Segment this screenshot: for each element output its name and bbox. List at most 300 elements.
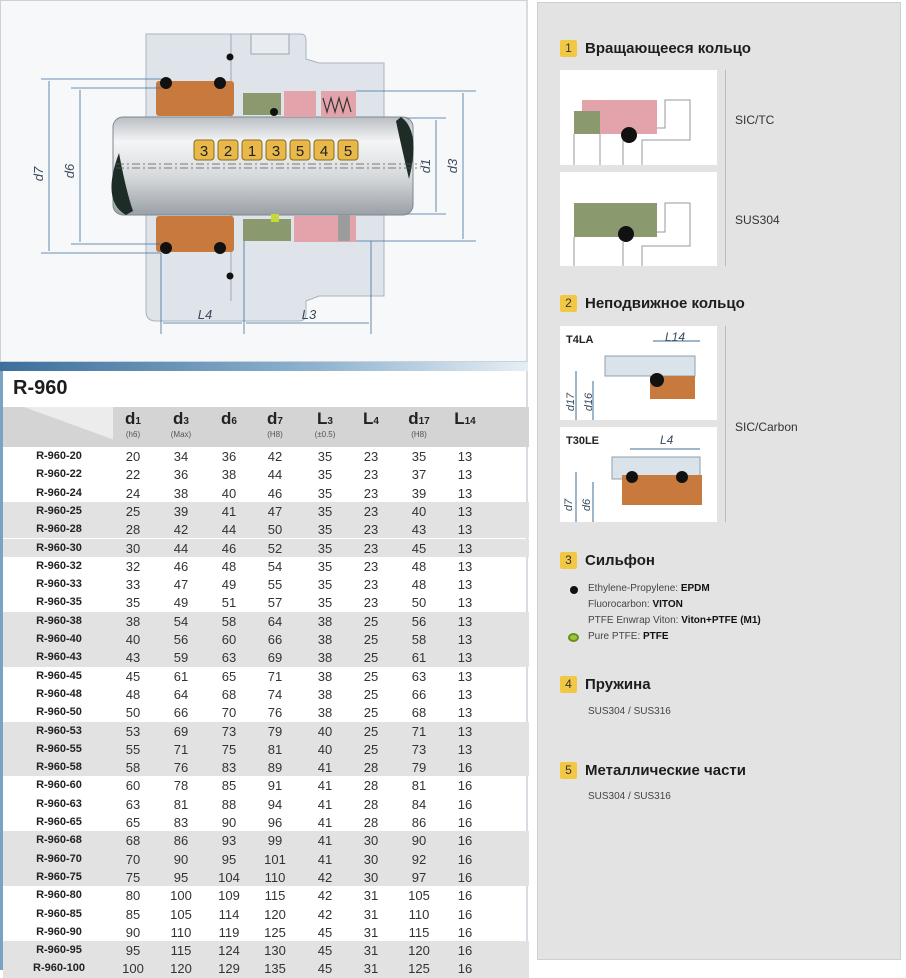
table-title: R-960	[13, 377, 68, 399]
value-cell: 53	[125, 723, 141, 739]
table-row	[3, 575, 529, 593]
dimension-table-panel	[0, 371, 528, 977]
value-cell: 114	[218, 906, 240, 922]
callout-group	[194, 140, 358, 160]
callout-number: 5	[295, 143, 305, 160]
value-cell: 23	[363, 449, 379, 464]
section-title-spring: Пружина	[585, 676, 651, 693]
value-cell: 95	[221, 851, 237, 867]
value-cell: 42	[317, 869, 333, 885]
table-row	[3, 703, 529, 721]
value-cell: 25	[363, 686, 379, 702]
value-cell: 25	[363, 741, 379, 757]
value-cell: 58	[411, 632, 427, 647]
value-cell: 85	[221, 778, 237, 794]
value-cell: 57	[267, 595, 283, 611]
value-cell: 90	[173, 851, 189, 867]
table-row	[3, 831, 529, 849]
value-cell: 31	[363, 943, 379, 959]
table-row	[3, 667, 529, 685]
value-cell: 38	[173, 485, 189, 501]
model-cell: R-960-32	[36, 559, 82, 572]
value-cell: 13	[457, 558, 473, 574]
table-row	[3, 447, 529, 465]
value-cell: 58	[125, 760, 141, 776]
value-cell: 50	[125, 705, 141, 721]
value-cell: 50	[411, 595, 427, 611]
section-title-stationary-ring: Неподвижное кольцо	[585, 295, 745, 312]
model-cell: R-960-50	[36, 706, 82, 719]
value-cell: 115	[264, 888, 286, 904]
model-cell: R-960-22	[36, 468, 82, 481]
value-cell: 76	[173, 760, 189, 776]
table-row	[3, 886, 529, 904]
value-cell: 75	[221, 741, 237, 757]
value-cell: 55	[267, 577, 283, 593]
value-cell: 13	[457, 650, 473, 666]
value-cell: 99	[267, 833, 283, 849]
badge-4: 4	[560, 676, 577, 693]
value-cell: 44	[267, 467, 283, 483]
table-row	[3, 484, 529, 502]
material-sus304: SUS304	[735, 213, 780, 227]
value-cell: 44	[221, 522, 237, 538]
value-cell: 41	[317, 851, 333, 867]
materials-panel	[533, 0, 906, 970]
dim-l4-small: L4	[660, 433, 674, 447]
value-cell: 38	[317, 613, 333, 629]
value-cell: 61	[173, 668, 189, 684]
value-cell: 78	[173, 778, 189, 794]
value-cell: 41	[317, 815, 333, 830]
dim-d3: d3	[445, 158, 460, 174]
model-cell: R-960-58	[36, 761, 82, 774]
value-cell: 40	[317, 741, 333, 757]
value-cell: 45	[317, 961, 333, 977]
value-cell: 37	[411, 467, 427, 483]
value-cell: 30	[125, 540, 141, 556]
value-cell: 64	[267, 613, 283, 629]
value-cell: 80	[125, 888, 141, 904]
value-cell: 41	[317, 760, 333, 776]
rotating-ring-sic-illustration	[560, 70, 717, 165]
value-cell: 16	[457, 888, 473, 904]
value-cell: 83	[221, 760, 237, 776]
badge-3: 3	[560, 552, 577, 569]
callout-number: 3	[271, 143, 281, 160]
metal-parts-material: SUS304 / SUS316	[588, 791, 671, 802]
value-cell: 63	[411, 668, 427, 684]
value-cell: 38	[221, 467, 237, 483]
value-cell: 48	[411, 577, 427, 593]
value-cell: 110	[170, 924, 192, 940]
value-cell: 51	[221, 595, 237, 611]
dim-l14: L14	[665, 330, 686, 344]
table-header	[3, 407, 529, 447]
value-cell: 60	[221, 632, 237, 647]
t4la-illustration	[560, 326, 717, 420]
value-cell: 76	[267, 705, 283, 721]
value-cell: 93	[221, 833, 237, 849]
value-cell: 25	[363, 668, 379, 684]
value-cell: 42	[317, 906, 333, 922]
value-cell: 55	[125, 741, 141, 757]
value-cell: 73	[221, 723, 237, 739]
value-cell: 25	[363, 632, 379, 647]
column-header: L14	[454, 409, 476, 428]
shaft	[113, 117, 413, 215]
value-cell: 13	[457, 723, 473, 739]
value-cell: 28	[363, 815, 379, 830]
value-cell: 28	[363, 778, 379, 794]
value-cell: 124	[218, 943, 240, 959]
callout-number: 1	[247, 143, 257, 160]
value-cell: 35	[317, 485, 333, 501]
t30le-illustration	[560, 427, 717, 522]
value-cell: 46	[221, 540, 237, 556]
column-header: L4	[363, 409, 379, 428]
port	[251, 34, 289, 54]
badge-1: 1	[560, 40, 577, 57]
value-cell: 13	[457, 705, 473, 721]
value-cell: 40	[125, 632, 141, 647]
value-cell: 35	[317, 558, 333, 574]
value-cell: 68	[411, 705, 427, 721]
value-cell: 95	[173, 869, 189, 885]
value-cell: 13	[457, 632, 473, 647]
value-cell: 13	[457, 668, 473, 684]
value-cell: 69	[173, 723, 189, 739]
table-row	[3, 557, 529, 575]
value-cell: 35	[125, 595, 141, 611]
table-row	[3, 539, 529, 557]
model-cell: R-960-48	[36, 687, 82, 700]
table-row	[3, 502, 529, 520]
value-cell: 35	[317, 577, 333, 593]
dim-d6: d6	[62, 163, 77, 179]
value-cell: 110	[408, 906, 430, 922]
value-cell: 23	[363, 595, 379, 611]
value-cell: 40	[317, 723, 333, 739]
value-cell: 45	[317, 924, 333, 940]
value-cell: 30	[363, 869, 379, 885]
model-cell: R-960-100	[33, 962, 85, 975]
set-screw	[338, 215, 350, 241]
value-cell: 16	[457, 778, 473, 794]
value-cell: 30	[363, 833, 379, 849]
value-cell: 90	[221, 815, 237, 830]
value-cell: 25	[125, 503, 141, 519]
value-cell: 104	[218, 869, 240, 885]
value-cell: 83	[173, 815, 189, 830]
model-cell: R-960-30	[36, 541, 82, 554]
value-cell: 33	[125, 577, 141, 593]
badge-5: 5	[560, 762, 577, 779]
value-cell: 13	[457, 503, 473, 519]
value-cell: 66	[173, 705, 189, 721]
retainer-top	[284, 91, 316, 117]
value-cell: 120	[408, 943, 430, 959]
value-cell: 13	[457, 485, 473, 501]
table-row	[3, 740, 529, 758]
value-cell: 20	[125, 449, 141, 464]
value-cell: 35	[317, 449, 333, 464]
model-cell: R-960-38	[36, 614, 82, 627]
value-cell: 66	[267, 632, 283, 647]
value-cell: 79	[411, 760, 427, 776]
model-cell: R-960-95	[36, 944, 82, 957]
model-cell: R-960-68	[36, 834, 82, 847]
value-cell: 125	[264, 924, 286, 940]
value-cell: 115	[408, 924, 430, 940]
value-cell: 48	[411, 558, 427, 574]
value-cell: 38	[125, 613, 141, 629]
value-cell: 36	[173, 467, 189, 483]
value-cell: 35	[317, 595, 333, 611]
value-cell: 60	[125, 778, 141, 794]
section-title-rotating-ring: Вращающееся кольцо	[585, 40, 751, 57]
value-cell: 86	[411, 815, 427, 830]
value-cell: 13	[457, 577, 473, 593]
table-row	[3, 813, 529, 831]
spring-housing-top	[321, 91, 356, 117]
value-cell: 120	[264, 906, 286, 922]
value-cell: 38	[317, 632, 333, 647]
rotating-ring-bottom	[243, 219, 291, 241]
table-row	[3, 776, 529, 794]
value-cell: 71	[411, 723, 427, 739]
value-cell: 115	[170, 943, 192, 959]
value-cell: 100	[170, 888, 192, 904]
value-cell: 16	[457, 833, 473, 849]
value-cell: 16	[457, 869, 473, 885]
value-cell: 30	[363, 851, 379, 867]
value-cell: 42	[317, 888, 333, 904]
value-cell: 105	[408, 888, 430, 904]
value-cell: 40	[411, 503, 427, 519]
table-row	[3, 941, 529, 959]
bellows-ptfe: Pure PTFE: PTFE	[588, 631, 669, 642]
value-cell: 81	[267, 741, 283, 757]
ptfe-ring-icon	[568, 633, 579, 642]
value-cell: 41	[221, 503, 237, 519]
value-cell: 31	[363, 888, 379, 904]
value-cell: 75	[125, 869, 141, 885]
value-cell: 25	[363, 705, 379, 721]
model-cell: R-960-40	[36, 633, 82, 645]
table-row	[3, 630, 529, 648]
value-cell: 90	[411, 833, 427, 849]
value-cell: 65	[221, 668, 237, 684]
column-header: d1 (h6)	[125, 409, 141, 439]
table-row	[3, 722, 529, 740]
bellows-viton: Fluorocarbon: VITON	[588, 599, 683, 610]
value-cell: 31	[363, 924, 379, 940]
model-cell: R-960-33	[36, 578, 82, 591]
value-cell: 61	[411, 650, 427, 666]
value-cell: 81	[411, 778, 427, 794]
value-cell: 41	[317, 778, 333, 794]
table-row	[3, 465, 529, 483]
value-cell: 25	[363, 650, 379, 666]
value-cell: 70	[125, 851, 141, 867]
value-cell: 47	[173, 577, 189, 593]
dim-d17: d17	[565, 392, 578, 412]
value-cell: 43	[125, 650, 141, 666]
value-cell: 39	[411, 485, 427, 501]
value-cell: 89	[267, 760, 283, 776]
value-cell: 92	[411, 851, 427, 867]
callout-number: 5	[343, 143, 353, 160]
seal-diagram-svg	[1, 1, 527, 361]
value-cell: 25	[363, 613, 379, 629]
value-cell: 44	[173, 540, 189, 556]
value-cell: 13	[457, 613, 473, 629]
value-cell: 45	[317, 943, 333, 959]
table-row	[3, 795, 529, 813]
section-title-metal-parts: Металлические части	[585, 762, 747, 779]
value-cell: 81	[173, 796, 189, 812]
value-cell: 35	[317, 503, 333, 519]
value-cell: 45	[125, 668, 141, 684]
model-cell: R-960-28	[36, 523, 82, 536]
rotating-ring-sus-illustration	[560, 172, 717, 266]
value-cell: 63	[125, 796, 141, 812]
value-cell: 32	[125, 558, 141, 574]
value-cell: 45	[411, 540, 427, 556]
value-cell: 46	[267, 485, 283, 501]
value-cell: 95	[125, 943, 141, 959]
value-cell: 24	[125, 485, 141, 501]
value-cell: 97	[411, 869, 427, 885]
model-cell: R-960-90	[36, 925, 82, 938]
value-cell: 63	[221, 650, 237, 666]
value-cell: 23	[363, 577, 379, 593]
model-cell: R-960-20	[36, 450, 82, 462]
dim-d7-small: d7	[563, 498, 576, 512]
value-cell: 46	[173, 558, 189, 574]
value-cell: 23	[363, 485, 379, 501]
value-cell: 13	[457, 449, 473, 464]
model-cell: R-960-43	[36, 651, 82, 664]
value-cell: 43	[411, 522, 427, 538]
value-cell: 35	[317, 540, 333, 556]
value-cell: 16	[457, 796, 473, 812]
dim-d1: d1	[418, 158, 433, 174]
table-row	[3, 593, 529, 611]
value-cell: 49	[221, 577, 237, 593]
value-cell: 68	[125, 833, 141, 849]
section-title-bellows: Сильфон	[585, 552, 655, 569]
table-row	[3, 850, 529, 868]
callout-number: 4	[319, 143, 329, 160]
value-cell: 38	[317, 668, 333, 684]
value-cell: 16	[457, 924, 473, 940]
value-cell: 23	[363, 522, 379, 538]
value-cell: 23	[363, 467, 379, 483]
value-cell: 54	[267, 558, 283, 574]
value-cell: 120	[170, 961, 192, 977]
model-cell: R-960-63	[36, 797, 82, 810]
value-cell: 23	[363, 558, 379, 574]
dim-d6-small: d6	[581, 498, 594, 512]
value-cell: 13	[457, 741, 473, 757]
type-t4la: T4LA	[566, 334, 594, 346]
value-cell: 42	[267, 449, 283, 464]
model-cell: R-960-53	[36, 724, 82, 737]
value-cell: 47	[267, 503, 283, 519]
callout-number: 2	[223, 143, 233, 160]
value-cell: 31	[363, 906, 379, 922]
value-cell: 66	[411, 686, 427, 702]
value-cell: 23	[363, 540, 379, 556]
value-cell: 16	[457, 943, 473, 959]
table-row	[3, 905, 529, 923]
value-cell: 86	[173, 833, 189, 849]
bellows-epdm: Ethylene-Propylene: EPDM	[588, 583, 710, 594]
value-cell: 84	[411, 796, 427, 812]
value-cell: 110	[264, 869, 286, 885]
value-cell: 13	[457, 522, 473, 538]
value-cell: 88	[221, 796, 237, 812]
value-cell: 109	[218, 888, 240, 904]
value-cell: 36	[221, 449, 237, 464]
column-header: L3 (±0.5)	[314, 409, 336, 439]
value-cell: 119	[218, 924, 240, 940]
value-cell: 31	[363, 961, 379, 977]
model-cell: R-960-75	[36, 870, 82, 883]
value-cell: 73	[411, 741, 427, 757]
value-cell: 100	[122, 961, 144, 977]
value-cell: 125	[408, 961, 430, 977]
model-cell: R-960-24	[36, 486, 82, 499]
value-cell: 74	[267, 686, 283, 702]
model-cell: R-960-70	[36, 852, 82, 865]
dim-d7: d7	[31, 166, 46, 182]
value-cell: 50	[267, 522, 283, 538]
value-cell: 41	[317, 833, 333, 849]
type-t30le: T30LE	[566, 435, 600, 447]
value-cell: 79	[267, 723, 283, 739]
material-sic-tc: SIC/TC	[735, 113, 775, 127]
column-header: d7 (H8)	[267, 409, 283, 439]
model-cell: R-960-85	[36, 907, 82, 920]
value-cell: 56	[411, 613, 427, 629]
value-cell: 25	[363, 723, 379, 739]
value-cell: 48	[221, 558, 237, 574]
value-cell: 59	[173, 650, 189, 666]
value-cell: 28	[125, 522, 141, 538]
value-cell: 13	[457, 540, 473, 556]
value-cell: 135	[264, 961, 286, 977]
value-cell: 16	[457, 906, 473, 922]
model-cell: R-960-45	[36, 669, 82, 682]
table-row	[3, 959, 529, 977]
value-cell: 64	[173, 686, 189, 702]
value-cell: 48	[125, 686, 141, 702]
value-cell: 39	[173, 503, 189, 519]
value-cell: 71	[267, 668, 283, 684]
column-header: d3 (Max)	[170, 409, 192, 439]
value-cell: 52	[267, 540, 283, 556]
value-cell: 35	[411, 449, 427, 464]
value-cell: 22	[125, 467, 141, 483]
value-cell: 34	[173, 449, 189, 464]
value-cell: 28	[363, 796, 379, 812]
value-cell: 68	[221, 686, 237, 702]
value-cell: 94	[267, 796, 283, 812]
value-cell: 16	[457, 851, 473, 867]
